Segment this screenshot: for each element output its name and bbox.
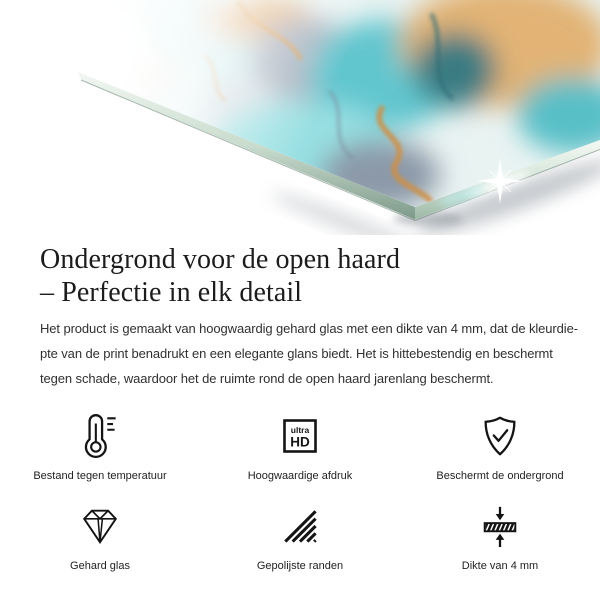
svg-text:HD: HD (290, 434, 310, 450)
title-line-2: – Perfectie in elk detail (40, 277, 303, 308)
description-line: Het product is gemaakt van hoogwaardig gehard glas met een dikte van 4 mm, dat de kleurdie- (40, 321, 578, 336)
ultra-hd-icon (276, 413, 324, 459)
feature-label: Bestand tegen temperatuur (33, 470, 167, 482)
feature-tempered-glass (0, 503, 200, 573)
feature-grid (0, 413, 600, 573)
polished-edges-icon (278, 503, 322, 549)
thickness-icon (477, 503, 523, 549)
feature-thickness (400, 503, 600, 573)
feature-polished-edges (200, 503, 400, 573)
feature-label: Gehard glas (70, 560, 130, 572)
feature-label: Dikte van 4 mm (461, 560, 539, 572)
svg-text:ultra: ultra (290, 425, 310, 435)
diamond-icon (77, 503, 123, 549)
product-description (40, 316, 578, 391)
glass-panel-artwork (0, 0, 600, 235)
shield-check-icon (477, 413, 523, 459)
feature-temperature (0, 413, 200, 483)
feature-print-quality (200, 413, 400, 483)
thermometer-icon (75, 413, 125, 459)
feature-label: Beschermt de ondergrond (436, 470, 564, 482)
feature-label: Gepolijste randen (256, 560, 344, 572)
feature-protection (400, 413, 600, 483)
product-info-section (0, 243, 600, 391)
description-line: pte van de print benadrukt en een elegante glans biedt. Het is hittebestendig en beschermt (40, 346, 553, 361)
title-line-1: Ondergrond voor de open haard (40, 244, 401, 275)
product-photo (0, 0, 600, 235)
feature-label: Hoogwaardige afdruk (247, 470, 353, 482)
page-title (40, 243, 560, 309)
description-line: tegen schade, waardoor het de ruimte rond de open haard jarenlang beschermt. (40, 371, 494, 386)
